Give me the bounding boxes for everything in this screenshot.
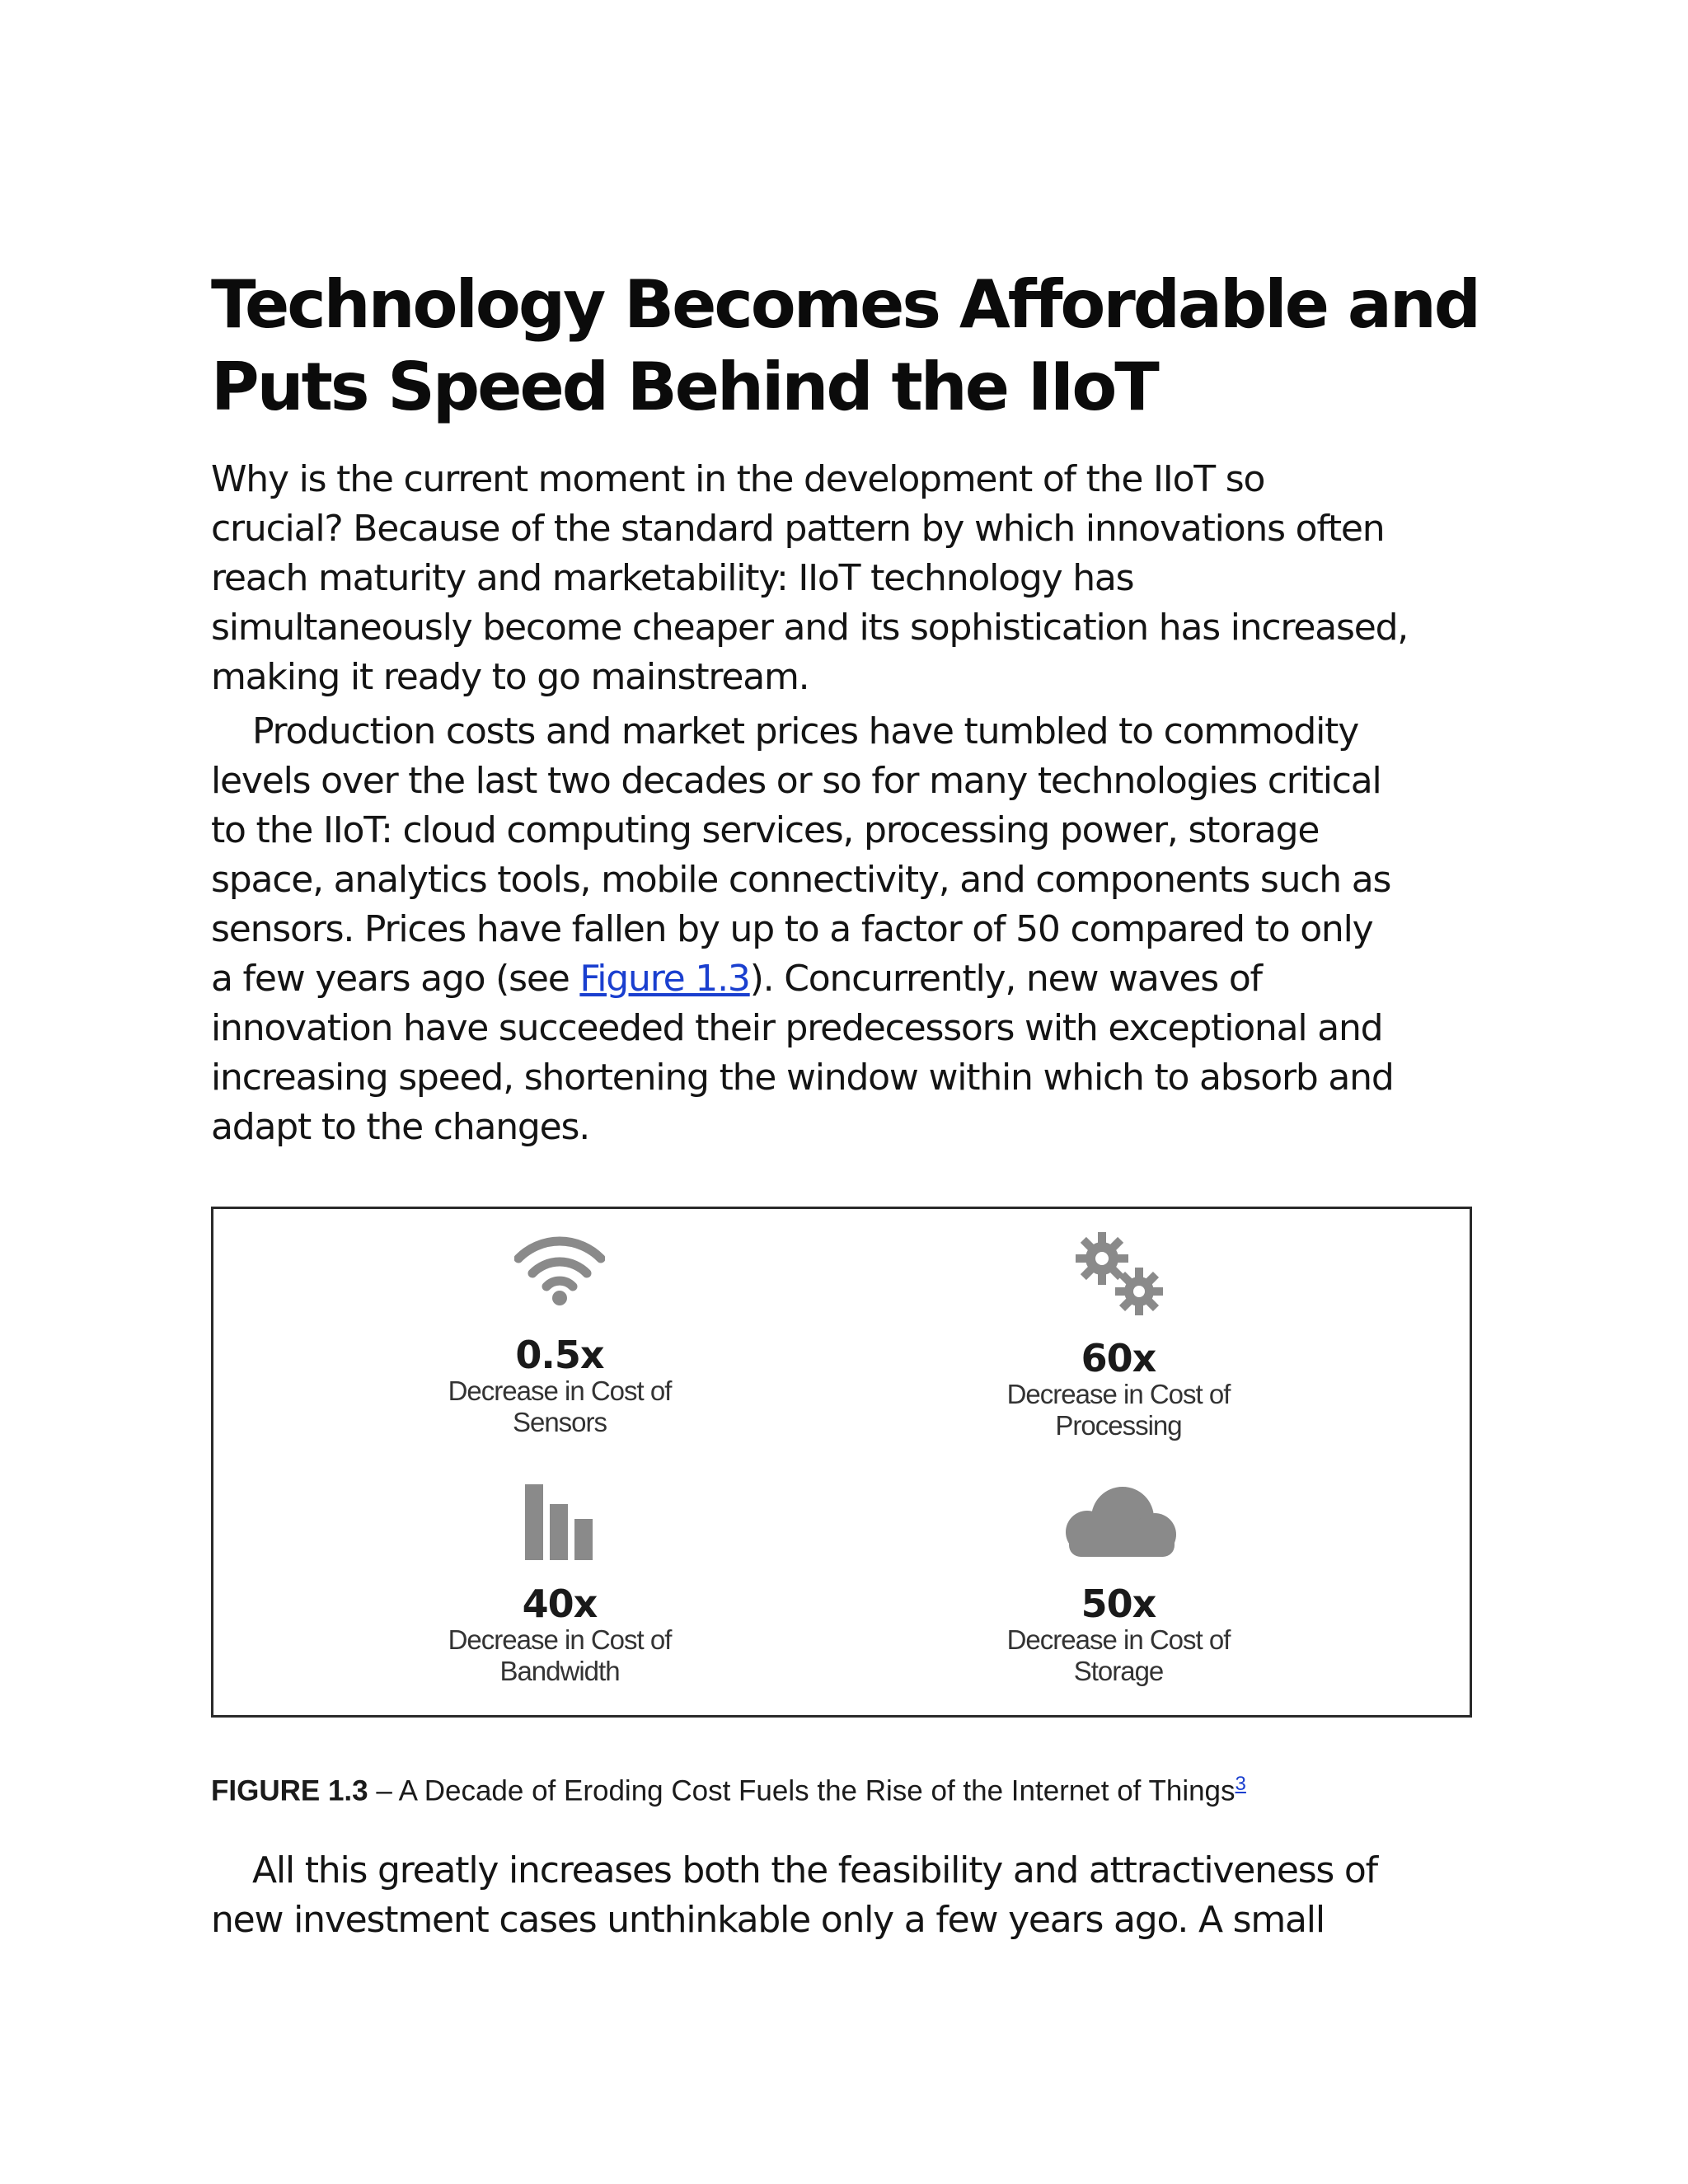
figure-value: 40x [522, 1582, 598, 1626]
text-line: making it ready to go mainstream. [211, 656, 809, 698]
text-line: adapt to the changes. [211, 1106, 590, 1148]
page-title [211, 264, 1497, 429]
figure-1-3 [211, 1207, 1472, 1718]
cloud-icon [1053, 1481, 1184, 1563]
figure-description: Decrease in Cost of [1006, 1624, 1231, 1655]
figure-description: Decrease in Cost of [448, 1376, 672, 1406]
gears-icon [1065, 1227, 1172, 1318]
figure-cell-processing [945, 1227, 1292, 1441]
text-line: reach maturity and marketability: IIoT technology has [211, 557, 1134, 599]
text-fragment: ). Concurrently, new waves of [749, 958, 1262, 1000]
figure-description: Decrease in Cost of [448, 1624, 672, 1655]
figure-cell-storage [945, 1481, 1292, 1687]
figure-cell-sensors [387, 1232, 733, 1438]
paragraph-3 [211, 1846, 1497, 1945]
title-line-1: Technology Becomes Affordable and [211, 266, 1479, 343]
figure-caption-label: FIGURE 1.3 [211, 1774, 368, 1807]
figure-description: Processing [1055, 1410, 1182, 1441]
figure-description: Storage [1073, 1656, 1164, 1686]
text-line: simultaneously become cheaper and its sophistication has increased, [211, 607, 1409, 649]
text-line: new investment cases unthinkable only a few years ago. A small [211, 1899, 1325, 1941]
text-line: Why is the current moment in the development of the IIoT so [211, 458, 1265, 500]
text-line: space, analytics tools, mobile connectivity, and components such as [211, 859, 1391, 901]
figure-description: Bandwidth [499, 1656, 620, 1686]
text-line: crucial? Because of the standard pattern by which innovations often [211, 508, 1385, 550]
title-line-2: Puts Speed Behind the IIoT [211, 349, 1157, 425]
text-line: increasing speed, shortening the window within which to absorb and [211, 1057, 1394, 1099]
page-content [211, 264, 1497, 1152]
figure-caption [211, 1764, 1246, 1811]
text-line: Production costs and market prices have tumbled to commodity [252, 710, 1359, 752]
text-line: innovation have succeeded their predecessors with exceptional and [211, 1007, 1383, 1049]
figure-value: 0.5x [515, 1333, 604, 1377]
wifi-icon [514, 1232, 605, 1306]
figure-description: Sensors [512, 1407, 607, 1437]
text-line: All this greatly increases both the feasibility and attractiveness of [252, 1849, 1377, 1891]
text-line: to the IIoT: cloud computing services, processing power, storage [211, 809, 1320, 851]
paragraph-1 [211, 455, 1497, 702]
text-line: levels over the last two decades or so for many technologies critical [211, 760, 1381, 802]
text-fragment: a few years ago (see [211, 958, 580, 1000]
figure-value: 60x [1081, 1336, 1156, 1380]
bar-chart-icon [518, 1481, 601, 1563]
text-line [211, 954, 1497, 1004]
figure-caption-text: – A Decade of Eroding Cost Fuels the Rise of the Internet of Things [368, 1774, 1236, 1807]
text-line: sensors. Prices have fallen by up to a factor of 50 compared to only [211, 908, 1373, 950]
figure-value: 50x [1081, 1582, 1156, 1626]
figure-cell-bandwidth [387, 1481, 733, 1687]
footnote-link[interactable]: 3 [1235, 1773, 1246, 1795]
figure-reference-link[interactable]: Figure 1.3 [579, 958, 750, 1000]
paragraph-2 [211, 707, 1497, 1152]
figure-description: Decrease in Cost of [1006, 1379, 1231, 1409]
